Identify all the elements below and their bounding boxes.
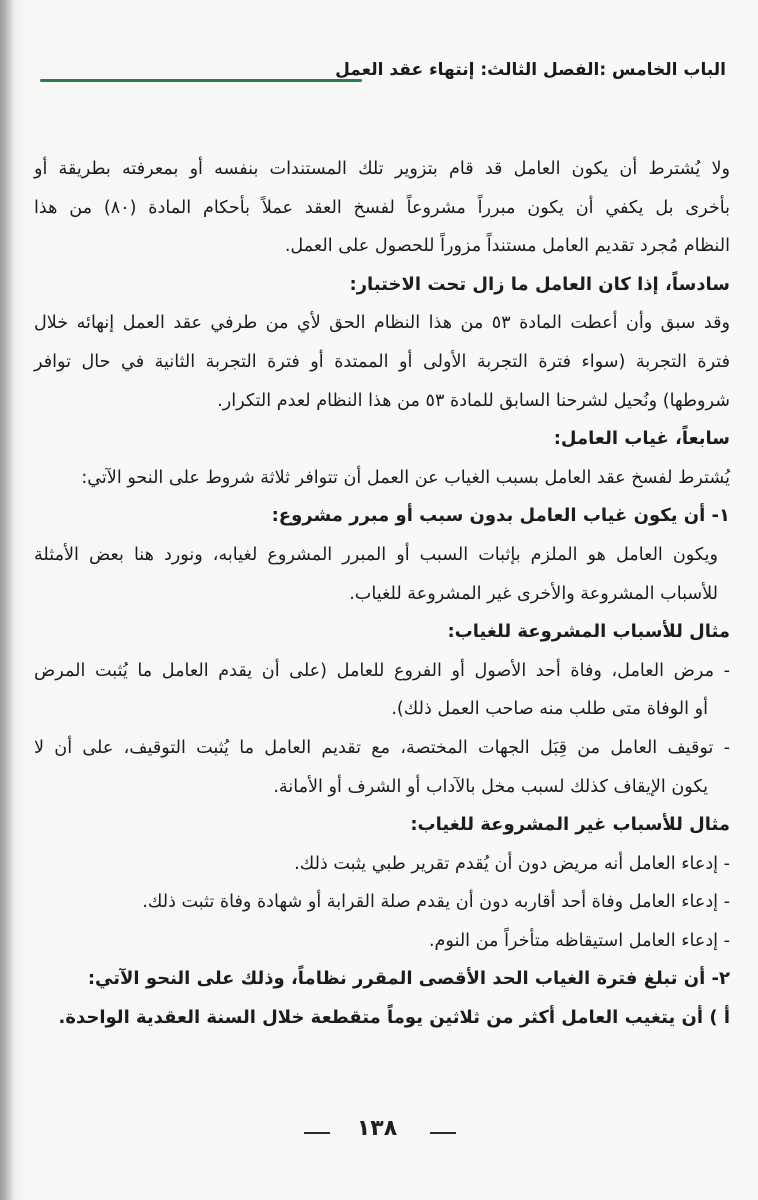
bullet-item-continuation: يكون الإيقاف كذلك لسبب مخل بالآداب أو الشرف أو الأمانة.: [273, 776, 708, 797]
text-line: فترة التجربة (سواء فترة التجربة الأولى أو الممتدة أو فترة التجربة الثانية في حال توافر: [34, 351, 730, 372]
subsection-heading: ١- أن يكون غياب العامل بدون سبب أو مبرر مشروع:: [271, 505, 730, 527]
bullet-item: - إدعاء العامل استيقاظه متأخراً من النوم.: [428, 930, 730, 951]
text-line: وقد سبق وأن أعطت المادة ٥٣ من هذا النظام الحق لأي من طرفي عقد العمل إنهائه خلال: [34, 313, 730, 334]
text-line: ولا يُشترط أن يكون العامل قد قام بتزوير تلك المستندات بنفسه أو بمعرفته بطريقة أو: [34, 159, 730, 179]
page-footer: [0, 1110, 758, 1150]
running-header: [40, 58, 726, 88]
page-number: ١٣٨: [356, 1116, 398, 1141]
text-line: النظام مُجرد تقديم العامل مستنداً مزوراً للحصول على العمل.: [284, 236, 730, 257]
text-line: للأسباب المشروعة والأخرى غير المشروعة للغياب.: [349, 583, 718, 604]
section-heading: سابعاً، غياب العامل:: [553, 428, 730, 450]
clause-item: أ ) أن يتغيب العامل أكثر من ثلاثين يوماً متقطعة خلال السنة العقدية الواحدة.: [58, 1007, 730, 1029]
header-rule: [40, 79, 362, 82]
footer-dash-left: [304, 1132, 330, 1134]
bullet-item: - مرض العامل، وفاة أحد الأصول أو الفروع للعامل (على أن يقدم العامل ما يُثبت المرض: [34, 660, 730, 681]
book-spine-shadow: [0, 0, 14, 1200]
header-title: الباب الخامس :الفصل الثالث: إنتهاء عقد العمل: [335, 60, 726, 80]
text-line: شروطها) ونُحيل لشرحنا السابق للمادة ٥٣ من هذا النظام لعدم التكرار.: [217, 390, 730, 411]
subsection-heading: ٢- أن تبلغ فترة الغياب الحد الأقصى المقرر نظاماً، وذلك على النحو الآتي:: [87, 968, 730, 990]
body-text: [34, 150, 730, 1038]
section-heading: سادساً، إذا كان العامل ما زال تحت الاختبار:: [349, 273, 730, 295]
example-heading: مثال للأسباب المشروعة للغياب:: [447, 621, 730, 643]
bullet-item: - إدعاء العامل وفاة أحد أقاربه دون أن يقدم صلة القرابة أو شهادة وفاة تثبت ذلك.: [142, 892, 730, 913]
text-line: بأخرى بل يكفي أن يكون مبرراً مشروعاً لفسخ العقد عملاً بأحكام المادة (٨٠) من هذا: [34, 197, 730, 218]
footer-dash-right: [430, 1132, 456, 1134]
bullet-item-continuation: أو الوفاة متى طلب منه صاحب العمل ذلك).: [391, 699, 708, 720]
text-line: ويكون العامل هو الملزم بإثبات السبب أو المبرر المشروع لغيابه، ونورد هنا بعض الأمثلة: [34, 544, 718, 565]
text-line: يُشترط لفسخ عقد العامل بسبب الغياب عن العمل أن تتوافر ثلاثة شروط على النحو الآتي:: [81, 467, 730, 488]
bullet-item: - توقيف العامل من قِبَل الجهات المختصة، مع تقديم العامل ما يُثبت التوقيف، على أن لا: [34, 737, 730, 758]
bullet-item: - إدعاء العامل أنه مريض دون أن يُقدم تقرير طبي يثبت ذلك.: [294, 853, 730, 874]
example-heading: مثال للأسباب غير المشروعة للغياب:: [410, 814, 730, 836]
